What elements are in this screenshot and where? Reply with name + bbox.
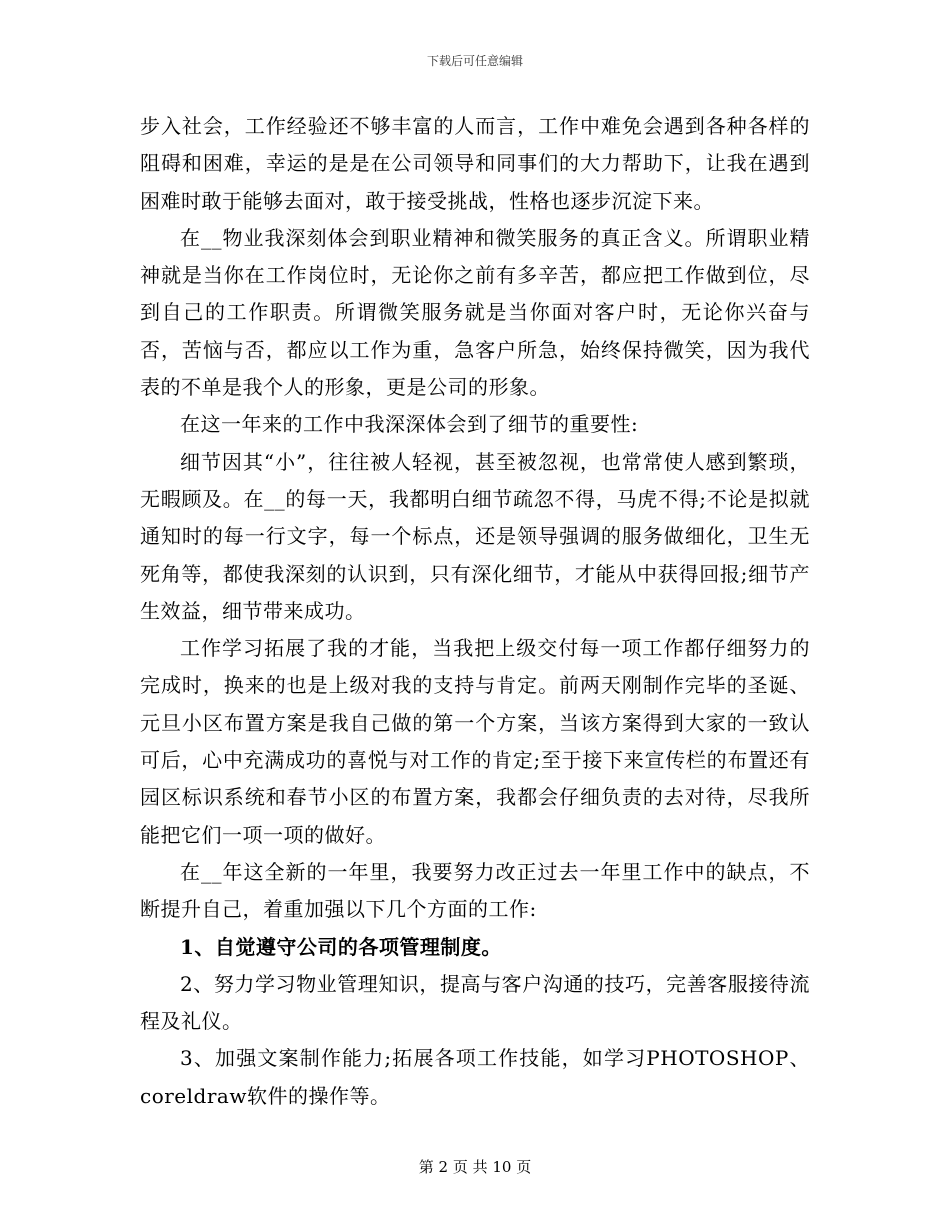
list-item-1: 1、自觉遵守公司的各项管理制度。 (180, 934, 502, 959)
document-body (140, 108, 810, 1115)
paragraph-6: 在__年这全新的一年里，我要努力改正过去一年里工作中的缺点，不断提升自己，着重加强以下几个方面的工作: (140, 859, 810, 922)
paragraph-4: 细节因其“小”，往往被人轻视，甚至被忽视，也常常使人感到繁琐，无暇顾及。在__的每一天，我都明白细节疏忽不得，马虎不得;不论是拟就通知时的每一行文字，每一个标点，还是领导强调的服务做细化，卫生无死角等，都使我深刻的认识到，只有深化细节，才能从中获得回报;细节产生效益，细节带来成功。 (140, 449, 810, 623)
list-item-3: 3、加强文案制作能力;拓展各项工作技能，如学习PHOTOSHOP、coreldraw软件的操作等。 (140, 1046, 810, 1108)
paragraph-5: 工作学习拓展了我的才能，当我把上级交付每一项工作都仔细努力的完成时，换来的也是上级对我的支持与肯定。前两天刚制作完毕的圣诞、元旦小区布置方案是我自己做的第一个方案，当该方案得到大家的一致认可后，心中充满成功的喜悦与对工作的肯定;至于接下来宣传栏的布置还有园区标识系统和春节小区的布置方案，我都会仔细负责的去对待，尽我所能把它们一项一项的做好。 (140, 636, 810, 847)
list-item-2: 2、努力学习物业管理知识，提高与客户沟通的技巧，完善客服接待流程及礼仪。 (140, 971, 810, 1034)
page-footer: 第 2 页 共 10 页 (418, 1158, 532, 1176)
page-header: 下载后可任意编辑 (426, 54, 523, 68)
paragraph-3: 在这一年来的工作中我深深体会到了细节的重要性: (180, 412, 639, 437)
paragraph-1: 步入社会，工作经验还不够丰富的人而言，工作中难免会遇到各种各样的阻碍和困难，幸运的是是在公司领导和同事们的大力帮助下，让我在遇到困难时敢于能够去面对，敢于接受挑战，性格也逐步沉淀下来。 (140, 114, 810, 213)
paragraph-2: 在__物业我深刻体会到职业精神和微笑服务的真正含义。所谓职业精神就是当你在工作岗位时，无论你之前有多辛苦，都应把工作做到位，尽到自己的工作职责。所谓微笑服务就是当你面对客户时，无论你兴奋与否，苦恼与否，都应以工作为重，急客户所急，始终保持微笑，因为我代表的不单是我个人的形象，更是公司的形象。 (140, 225, 810, 400)
